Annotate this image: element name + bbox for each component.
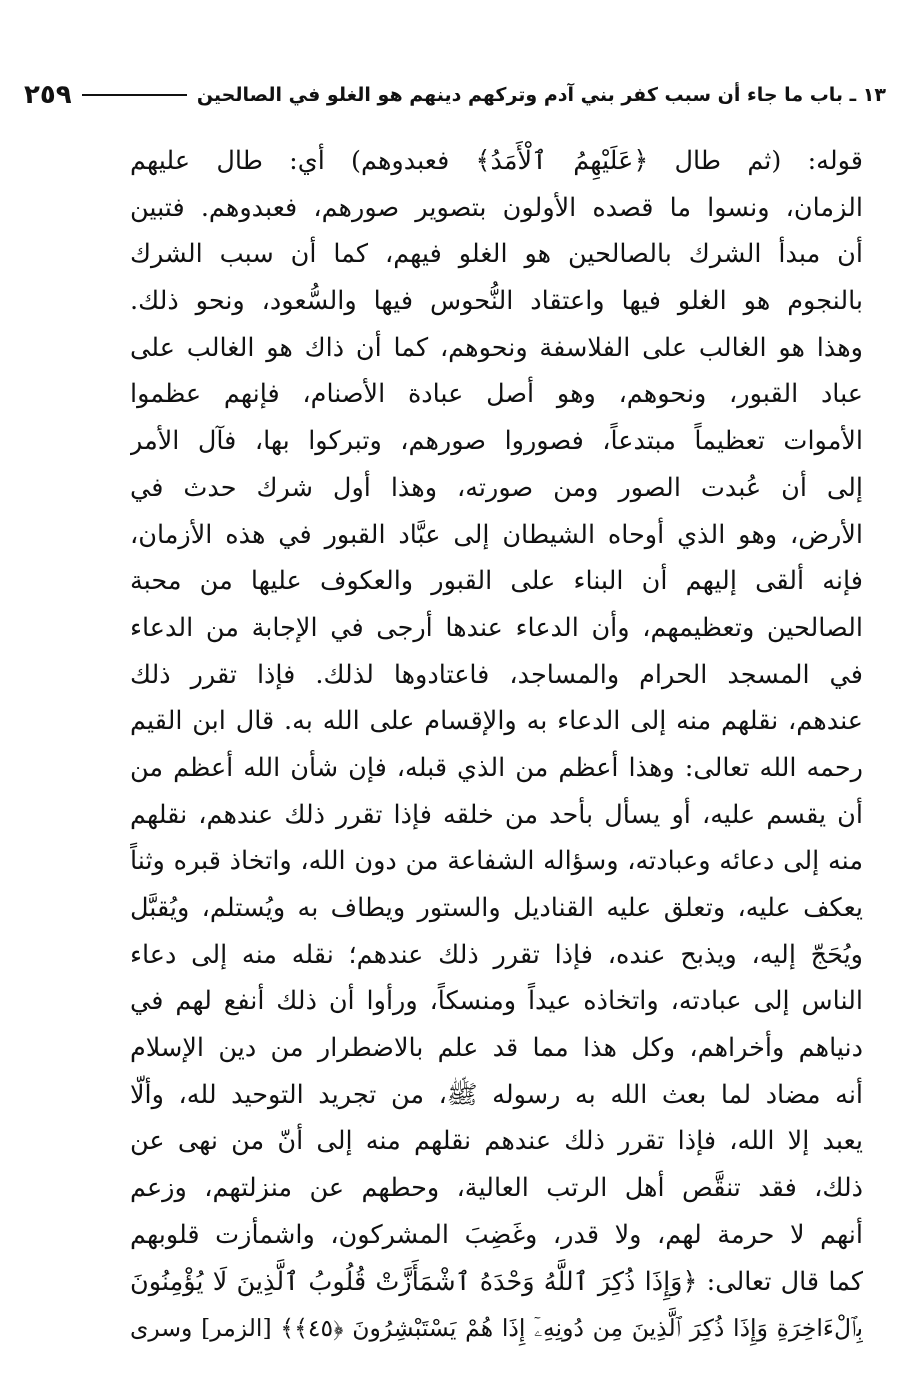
text-line: فإنه ألقى إليهم أن البناء على القبور والعكوف عليها من محبة <box>130 566 863 597</box>
body-text <box>130 138 863 1352</box>
chapter-title: ١٣ ـ باب ما جاء أن سبب كفر بني آدم وتركهم دينهم هو الغلو في الصالحين <box>196 84 886 106</box>
text-line: أن مبدأ الشرك بالصالحين هو الغلو فيهم، كما أن سبب الشرك <box>130 239 863 270</box>
text-line: عباد القبور، ونحوهم، وهو أصل عبادة الأصنام، فإنهم عظموا <box>130 379 863 410</box>
text-line: إلى أن عُبدت الصور ومن صورته، وهذا أول شرك حدث في <box>130 472 863 503</box>
text-line: يعبد إلا الله، فإذا تقرر ذلك عندهم نقلهم منه إلى أنّ من نهى عن <box>130 1126 863 1157</box>
text-line: دنياهم وأخراهم، وكل هذا مما قد علم بالاضطرار من دين الإسلام <box>130 1033 863 1064</box>
text-line: الأرض، وهو الذي أوحاه الشيطان إلى عبَّاد القبور في هذه الأزمان، <box>130 519 863 550</box>
text-line: أن يقسم عليه، أو يسأل بأحد من خلقه فإذا تقرر ذلك عندهم، نقلهم <box>130 799 863 830</box>
text-line: عندهم، نقلهم منه إلى الدعاء به والإقسام على الله به. قال ابن القيم <box>130 706 863 737</box>
text-line: في المسجد الحرام والمساجد، فاعتادوها لذلك. فإذا تقرر ذلك <box>130 659 863 690</box>
text-line: كما قال تعالى: ﴿وَإِذَا ذُكِرَ ٱللَّهُ وَحْدَهُ ٱشْمَأَزَّتْ قُلُوبُ ٱلَّذِينَ لَا يُؤْمِنُونَ <box>130 1266 863 1297</box>
text-line: الزمان، ونسوا ما قصده الأولون بتصوير صورهم، فعبدوهم. فتبين <box>130 192 863 223</box>
text-line: الأموات تعظيماً مبتدعاً، فصوروا صورهم، وتبركوا بها، فآل الأمر <box>130 426 863 457</box>
text-line: أنه مضاد لما بعث الله به رسوله ﷺ، من تجريد التوحيد لله، وألّا <box>130 1079 863 1110</box>
text-line: يعكف عليه، وتعلق عليه القناديل والستور ويطاف به ويُستلم، ويُقبَّل <box>130 893 863 923</box>
text-line: قوله: (ثم طال ﴿عَلَيْهِمُ ٱلْأَمَدُ﴾ فعبدوهم) أي: طال عليهم <box>130 146 863 176</box>
page-number: ٢٥٩ <box>24 80 72 110</box>
text-line: بِٱلْءَاخِرَةِ وَإِذَا ذُكِرَ ٱلَّذِينَ مِن دُونِهِۦٓ إِذَا هُمْ يَسْتَبْشِرُونَ ﴿٤٥﴾﴾ [الزمر] وسرى <box>130 1314 863 1343</box>
text-line: الصالحين وتعظيمهم، وأن الدعاء عندها أرجى في الإجابة من الدعاء <box>130 612 863 643</box>
text-line: وهذا هو الغالب على الفلاسفة ونحوهم، كما أن ذاك هو الغالب على <box>130 332 863 363</box>
text-line: بالنجوم هو الغلو فيها واعتقاد النُّحوس فيها والسُّعود، ونحو ذلك. <box>130 286 863 317</box>
header-rule <box>82 94 187 96</box>
text-line: أنهم لا حرمة لهم، ولا قدر، وغَضِبَ المشركون، واشمأزت قلوبهم <box>130 1219 863 1250</box>
running-header <box>24 78 886 112</box>
text-line: رحمه الله تعالى: وهذا أعظم من الذي قبله، فإن شأن الله أعظم من <box>130 752 863 783</box>
text-line: منه إلى دعائه وعبادته، وسؤاله الشفاعة من دون الله، واتخاذ قبره وثناً <box>130 846 863 877</box>
text-line: ويُحَجّ إليه، ويذبح عنده، فإذا تقرر ذلك عندهم؛ نقله منه إلى دعاء <box>130 939 863 970</box>
text-line: ذلك، فقد تنقَّص أهل الرتب العالية، وحطهم عن منزلتهم، وزعم <box>130 1173 863 1204</box>
text-line: الناس إلى عبادته، واتخاذه عيداً ومنسكاً، ورأوا أن ذلك أنفع لهم في <box>130 986 863 1017</box>
